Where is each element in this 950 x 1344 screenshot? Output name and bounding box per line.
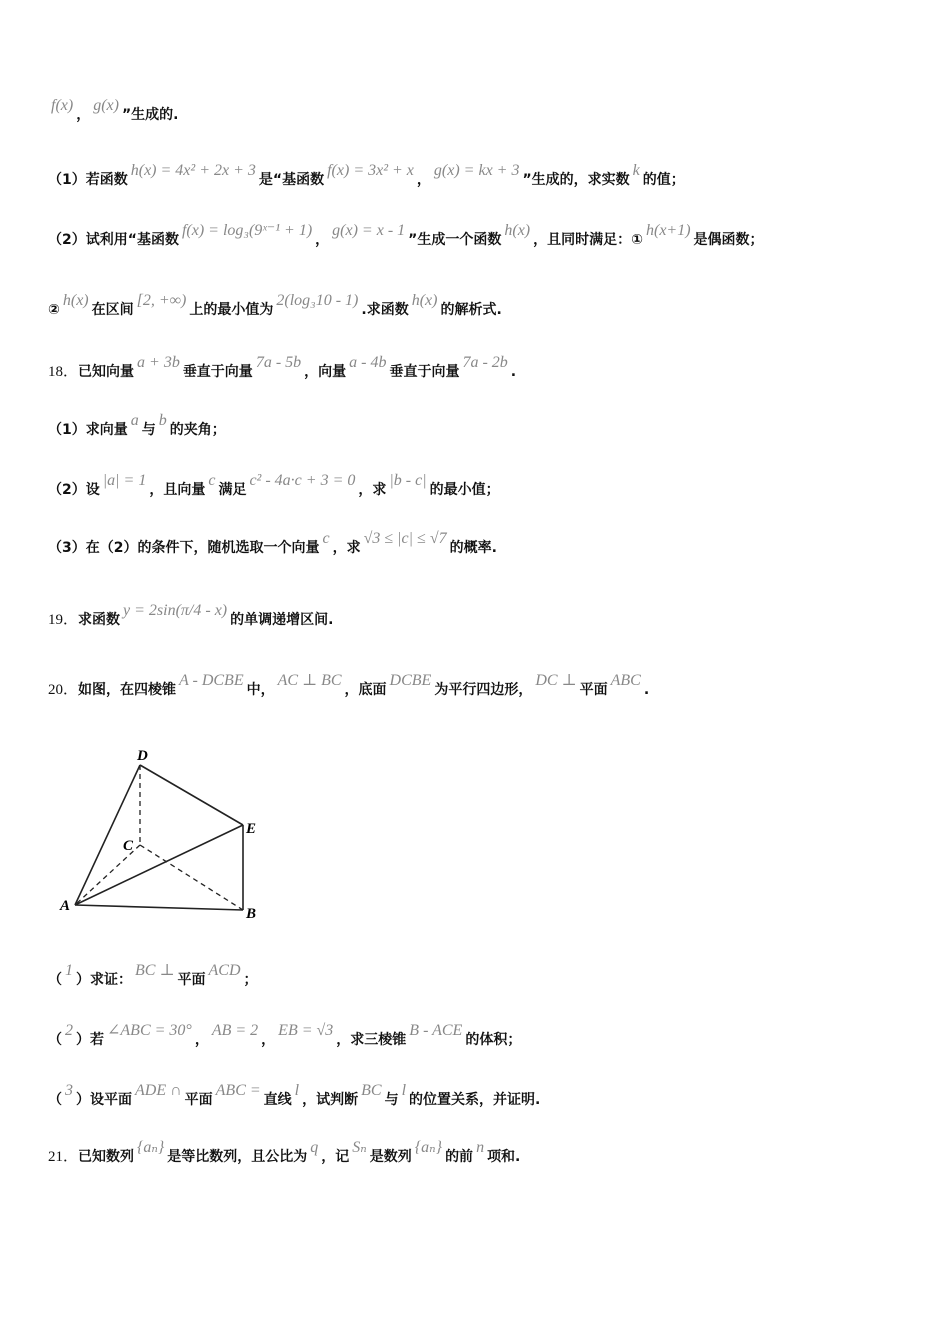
- text-segment: 是偶函数；: [693, 232, 764, 248]
- text-segment: ）若: [76, 1032, 104, 1048]
- text-segment: 如图，在四棱锥: [78, 682, 177, 698]
- text-segment: ，试判断: [302, 1092, 359, 1108]
- math-expression: B - ACE: [409, 1022, 463, 1039]
- math-expression: 2: [65, 1022, 73, 1039]
- text-segment: ，: [76, 107, 91, 123]
- pyramid-figure: [55, 740, 275, 925]
- text-line: [48, 1022, 522, 1050]
- edge-cb: [140, 845, 243, 910]
- text-line: [48, 530, 497, 558]
- text-segment: .求函数: [361, 302, 409, 318]
- text-segment: ，: [261, 1032, 276, 1048]
- math-expression: h(x): [411, 292, 438, 309]
- math-expression: DCBE: [389, 672, 432, 689]
- question-number: 19．: [48, 612, 79, 628]
- text-line: [48, 354, 517, 382]
- text-segment: 的概率.: [449, 540, 497, 556]
- label-c: C: [123, 838, 134, 854]
- text-segment: 的单调递增区间.: [230, 612, 334, 628]
- text-segment: 是等比数列，且公比为: [167, 1149, 308, 1165]
- text-segment: 的体积；: [465, 1032, 522, 1048]
- text-line: [48, 1082, 541, 1110]
- text-segment: 求函数: [78, 612, 121, 628]
- text-segment: 中，: [246, 682, 275, 698]
- text-segment: .: [510, 364, 517, 380]
- text-segment: （1）若函数: [48, 172, 128, 188]
- label-a: A: [60, 898, 71, 914]
- text-segment: 的解析式.: [440, 302, 502, 318]
- math-expression: f(x) = log₃(9ˣ⁻¹ + 1): [181, 222, 313, 239]
- text-segment: ，底面: [344, 682, 387, 698]
- text-segment: ，且同时满足：①: [533, 232, 643, 248]
- text-segment: 垂直于向量: [389, 364, 460, 380]
- text-segment: ，求: [358, 482, 387, 498]
- math-expression: Sₙ: [352, 1139, 367, 1156]
- question-number: 21．: [48, 1149, 79, 1165]
- text-segment: ，向量: [304, 364, 347, 380]
- text-line: [48, 222, 764, 250]
- math-expression: 1: [65, 962, 73, 979]
- text-segment: （1）求向量: [48, 422, 128, 438]
- math-expression: EB = √3: [278, 1022, 334, 1039]
- text-segment: 平面: [177, 972, 206, 988]
- text-segment: 与: [141, 422, 156, 438]
- text-segment: ，: [416, 172, 431, 188]
- text-segment: （: [48, 972, 62, 988]
- text-line: [48, 412, 226, 440]
- math-expression: y = 2sin(π/4 - x): [123, 602, 228, 619]
- math-expression: c² - 4a·c + 3 = 0: [249, 472, 356, 489]
- math-expression: {aₙ}: [137, 1139, 165, 1156]
- math-expression: AC ⊥ BC: [277, 672, 342, 689]
- math-expression: n: [476, 1139, 485, 1156]
- math-expression: a - 4b: [349, 354, 387, 371]
- edge-de: [140, 765, 243, 825]
- text-segment: 平面: [184, 1092, 213, 1108]
- text-segment: ，: [315, 232, 330, 248]
- text-segment: 已知向量: [78, 364, 135, 380]
- math-expression: a + 3b: [137, 354, 180, 371]
- math-expression: c: [208, 472, 216, 489]
- label-d: D: [137, 748, 148, 764]
- math-expression: q: [310, 1139, 319, 1156]
- text-segment: ”生成的，求实数: [522, 172, 630, 188]
- text-segment: ，记: [321, 1149, 350, 1165]
- text-segment: 的夹角；: [169, 422, 226, 438]
- math-expression: b: [158, 412, 167, 429]
- text-segment: 在区间: [91, 302, 134, 318]
- math-expression: [2, +∞): [136, 292, 187, 309]
- math-expression: ∠ABC = 30°: [107, 1022, 192, 1039]
- math-expression: k: [632, 162, 640, 179]
- math-expression: c: [322, 530, 330, 547]
- text-segment: ”生成一个函数: [408, 232, 502, 248]
- text-segment: 与: [384, 1092, 399, 1108]
- text-segment: 是“基函数: [258, 172, 325, 188]
- text-line: [48, 472, 500, 500]
- math-expression: BC: [361, 1082, 382, 1099]
- math-expression: a: [130, 412, 139, 429]
- text-segment: （3）在（2）的条件下，随机选取一个向量: [48, 540, 320, 556]
- text-segment: .: [643, 682, 650, 698]
- text-line: [48, 1139, 521, 1167]
- math-expression: ABC =: [215, 1082, 261, 1099]
- math-expression: g(x) = x - 1: [332, 222, 406, 239]
- text-segment: 为平行四边形，: [434, 682, 533, 698]
- text-segment: 直线: [263, 1092, 292, 1108]
- math-expression: f(x) = 3x² + x: [327, 162, 414, 179]
- edge-ca: [75, 845, 140, 905]
- text-segment: 上的最小值为: [189, 302, 274, 318]
- math-expression: ABC: [610, 672, 641, 689]
- text-segment: 满足: [218, 482, 247, 498]
- math-expression: h(x): [504, 222, 531, 239]
- math-expression: ACD: [208, 962, 241, 979]
- math-expression: DC ⊥: [535, 672, 577, 689]
- text-segment: ”生成的.: [121, 107, 179, 123]
- text-segment: 是数列: [369, 1149, 412, 1165]
- text-segment: 平面: [579, 682, 608, 698]
- math-expression: ADE ∩: [135, 1082, 182, 1099]
- math-expression: l: [401, 1082, 407, 1099]
- text-segment: （2）试利用“基函数: [48, 232, 179, 248]
- text-segment: （: [48, 1092, 62, 1108]
- text-segment: 的位置关系，并证明.: [409, 1092, 541, 1108]
- text-segment: ）求证：: [76, 972, 132, 988]
- text-line: [48, 602, 334, 630]
- question-number: 20．: [48, 682, 79, 698]
- edge-ae: [75, 825, 243, 905]
- edge-ab: [75, 905, 243, 910]
- math-expression: l: [294, 1082, 300, 1099]
- text-segment: 已知数列: [78, 1149, 135, 1165]
- text-line: [48, 292, 502, 320]
- text-segment: ）设平面: [76, 1092, 132, 1108]
- math-expression: g(x): [93, 97, 119, 114]
- math-expression: h(x+1): [645, 222, 691, 239]
- text-segment: ，求三棱锥: [336, 1032, 407, 1048]
- math-expression: h(x) = 4x² + 2x + 3: [130, 162, 256, 179]
- math-expression: h(x): [62, 292, 89, 309]
- text-segment: ，: [194, 1032, 209, 1048]
- text-segment: 项和.: [487, 1149, 521, 1165]
- text-segment: （: [48, 1032, 62, 1048]
- math-expression: AB = 2: [211, 1022, 259, 1039]
- text-segment: 的最小值；: [429, 482, 500, 498]
- text-segment: 的值；: [642, 172, 685, 188]
- math-expression: BC ⊥: [135, 962, 175, 979]
- text-segment: （2）设: [48, 482, 100, 498]
- math-expression: {aₙ}: [414, 1139, 443, 1156]
- math-expression: √3 ≤ |c| ≤ √7: [363, 530, 447, 547]
- math-expression: |a| = 1: [102, 472, 147, 489]
- math-expression: |b - c|: [389, 472, 427, 489]
- text-segment: 垂直于向量: [182, 364, 253, 380]
- text-segment: 的前: [445, 1149, 474, 1165]
- text-line: [48, 672, 650, 700]
- text-segment: ，且向量: [149, 482, 206, 498]
- math-expression: g(x) = kx + 3: [433, 162, 520, 179]
- text-segment: ②: [48, 302, 60, 318]
- text-line: [48, 962, 258, 990]
- label-b: B: [246, 906, 257, 922]
- text-segment: ；: [243, 972, 258, 988]
- label-e: E: [246, 821, 257, 837]
- question-number: 18．: [48, 364, 79, 380]
- math-expression: f(x): [51, 97, 74, 114]
- math-expression: A - DCBE: [179, 672, 244, 689]
- text-line: [48, 162, 685, 190]
- math-expression: 3: [65, 1082, 73, 1099]
- math-expression: 7a - 2b: [462, 354, 508, 371]
- edge-da: [75, 765, 140, 905]
- math-expression: 7a - 5b: [255, 354, 302, 371]
- math-expression: 2(log₃10 - 1): [276, 292, 359, 309]
- text-segment: ，求: [332, 540, 361, 556]
- text-line: [48, 97, 179, 125]
